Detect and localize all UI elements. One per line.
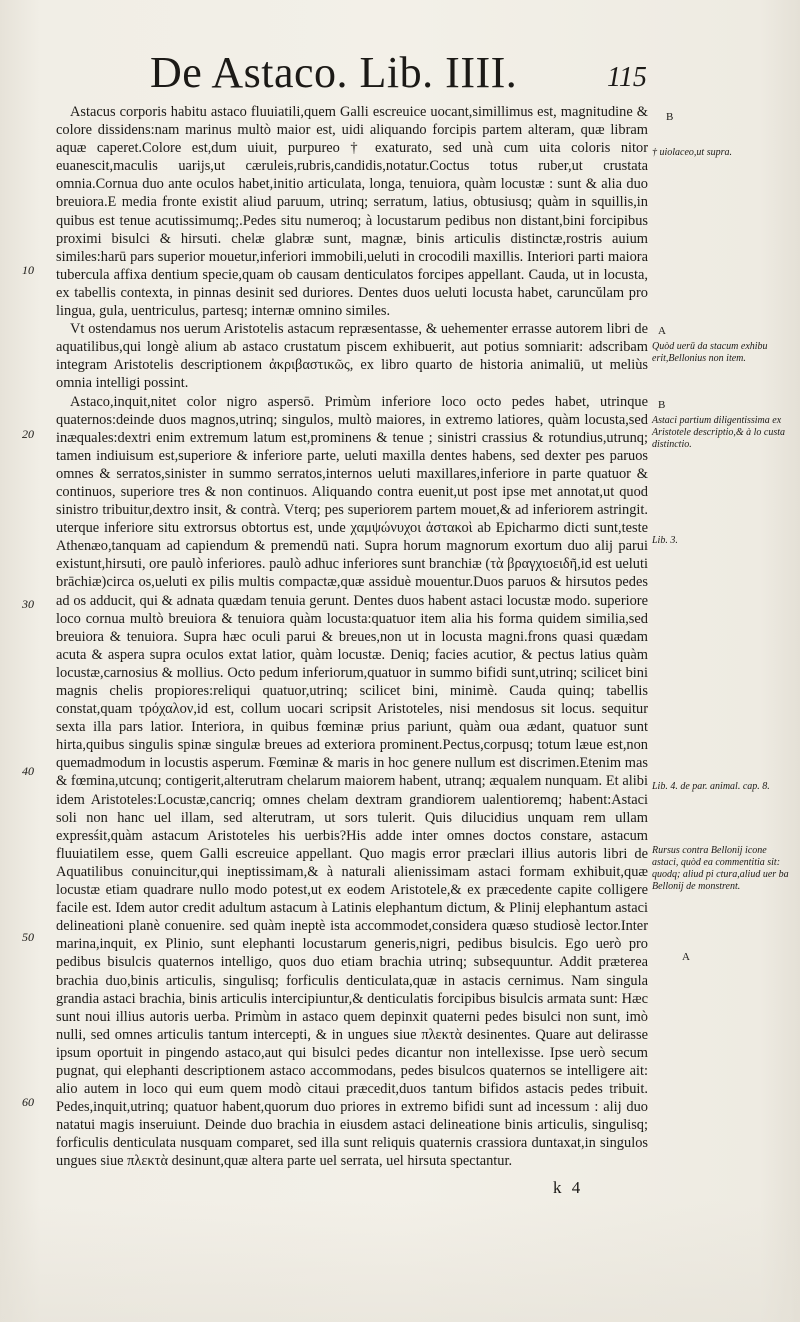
page-header [0,48,800,98]
margin-note: Astaci partium diligentissima ex Aristotele descriptio,& à lo custa distinctio. [652,415,786,450]
line-number: 30 [22,597,34,611]
page-bottom-margin [0,1200,800,1322]
main-text [56,103,648,1171]
folio-number: 115 [607,62,647,93]
margin-letter: A [658,325,666,337]
margin-letter: B [658,399,666,411]
line-number: 50 [22,930,34,944]
margin-note: Lib. 3. [652,535,678,546]
margin-note: Rursus contra Bellonij icone astaci, quòd ea commentitia sit: quodq; aliud pi ctura,aliud uer ba Bellonij de monstrent. [652,845,789,892]
line-number: 40 [22,764,34,778]
margin-letter: B [666,111,674,123]
paragraph: Astaco,inquit,nitet color nigro aspersō. Primùm inferiore loco octo pedes habet, utrinque quaternos:deinde duos magnos,utrinq; singulos, multò maiores, in extremo latiores, quàm locusta,sed inæquales:dextri enim extremum latum est,prominens & tenue ; sinistri crassius & rotundius,utrunq; tamen indiuisum est,superiore & inferiore parte, ueluti maxilla dentes habens, sed dexter pes paruos omnes & serratos,sinister in summo serratos,internos ueluti maxillares,inferiore in parte quatuor & continuos, superiore tres & non continuos. Aliquando contra euenit,ut post ipse met annotat,ut quod sinistro tribuitur,dextro insit, & contrà. Vterq; pes superiorem partem mouet,& ad inferiorem astringit. uterque inferiore situ extrorsus obtortus est, unde χαμψώνυχοι ἀστακοὶ ab Epicharmo dicti sunt,teste Athenæo,tanquam ad capiendum & premendū nati. Supra horum magnorum exortum duo alij parui existunt,hirsuti, ore paulò inferiores. paulò adhuc inferiores sunt branchiæ (τὰ βραγχιοειδῆ,id est ueluti brāchiæ)circa os,ueluti ex pilis multis compactæ,quæ assiduè mouentur.Duos paruos & hirsutos pedes ad os adducit, qui & adnata quædam tenuia gerunt. Dentes duos habent astaci locustæ modo. superiore loco cornua multò breuiora & tenuiora quàm locusta:quatuor item alia his forma quidem similia,sed breuiora & tenuiora. Supra hæc oculi parui & breues,non ut in locusta magni.frons quasi quædam acuta & aspera supra oculos extat latior, quàm locustæ. Deniq; facies acutior, & pectus latius quàm locustæ,carnosius & mollius. Octo pedum inferiorum,quatuor in summo bifidi sunt,utrinq; scilicet bini magnis chelis propiores:reliqui quatuor,utrinq; scilicet bini, minimè. Cauda quinq; tabellis constat,quam τρόχαλον,id est, collum uocari scripsit Aristoteles, nisi mendosus sit locus. sequitur sexta illa pars latior. Interiora, in quibus fœminæ prius pariunt, quàm oua ædant, quatuor sunt hirta,quibus singulis spinæ singulæ breues ad exteriora prominent.Pectus,corpusq; totum læue est,non quemadmodum in locustis asperum. Fœminæ & maris in hoc genere nullum est discrimen.Etenim mas & fœmina,utcunq; contigerit,alterutram chelarum maiorem habent, utranq; æqualem nunquam. Et alibi idem Aristoteles:Locustæ,cancriq; omnes chelam dextram grandiorem ualentioremq; habent:Astaci soli non hanc uel illam, sed alterutram, ut sors tulerit. Quis dilucidius unquam rem ullam expresśit,quàm astacum Aristoteles his uerbis?His adde inter omnes doctos constare, astacum fluuiatilem esse, quem Galli escreuice appellant. Quo magis error præclari illius autoris libri de Aquatilibus conuincitur,qui ineptissimam,& à naturali alienissimam astaci formam exhibuit,quæ locustæ etiam quadrare nullo modo potest,ut ex eodem Aristotele,& ex præcedente capite colligere facile est. Idem autor credit adultum astacum à Latinis elephantum dictum, & Plinij elephantum astaci delineationi planè conuenire. sed quàm ineptè ista accommodet,considera quæso studiosè lector.Inter marina,inquit, ex Plinio, sunt elephanti locustarum generis,nigri, pedibus bisulcis. Ego uerò pro pedibus bisulcis quaternos intelligo, quos duo etiam brachia utrinq; subsequuntur. Addit præterea brachia duo,binis articulis, singulisq; forficulis denticulata,quæ in astacis cernimus. Nam singula grandia astaci brachia, binis articulis intercipiuntur,& denticulatis forcipibus bisulcis armata sunt: Hæc sunt noui illius autoris uerba. Primùm in astaco quem depinxit quaterni pedes bisulci non sunt, imò nulli, sed omnes articulis tantum intercepti, & in ungues siue πλεκτὰ desinentes. Quare aut delirasse ipsum oportuit in pingendo astaco,aut qui bisulci pedes dicantur non intellexisse. Ipse uerò secum pugnat, qui elephanti descriptionem astaco accommodans, pedes bisulcos quaternos se intelligere ait: alio autem in loco qui eum quem modò citaui præcedit,duos tantum bifidos astacis pedes tribuit. Pedes,inquit,utrinq; quatuor habent,quorum duo priores in extremo bifidi sunt ad incessum : alij duo natatui magis inseruiunt. Deinde duo brachia in eiusdem astaci delineatione binis articulis, singulisq; forficulis denticulata nusquam comparet, sed illa sunt reliquis quaternis crassiora duntaxat,in singulos ungues siue πλεκτὰ desinunt,quæ altera parte uel serrata, uel hirsuta spectantur. [56,393,648,1170]
paragraph: Vt ostendamus nos uerum Aristotelis astacum repræsentasse, & uehementer errasse autorem libri de aquatilibus,qui longè alium ab astaco crustatum piscem exhibuerit, aut potius somniarit: adscribam integram Aristotelis descriptionem ἀκριβαστικῶς, ex libro quarto de historia animaliū, ut meliùs omnia intelligi possint. [56,321,648,392]
margin-letter: A [682,951,690,963]
signature-mark: k 4 [553,1178,584,1197]
line-number: 10 [22,263,34,277]
line-number: 60 [22,1095,34,1109]
paragraph: Astacus corporis habitu astaco fluuiatili,quem Galli escreuice uocant,simillimus est, magnitudine & colore dissidens:nam marinus multò maior est, uidi aliquando forcipis partem alteram, quæ libram aquæ caperet.Colore est,dum uiuit, purpureo † exaturato, sed unà cum uita coloris nitor euanescit,maculis uarijs,ut cæruleis,rubris,candidis,notatur.Coctus totus ruber,ut crustata omnia.Cornua duo ante oculos habet,initio articulata, longa, tenuiora, quàm locustæ : sunt & alia duo breuiora.E media fronte existit aliud paruum, utrinq; serratum, latius, obtusiusq; quàm in squillis,in quibus est tenue acutissimumq;.Pedes situ numeroq; à locustarum pedibus non distant,bini forcipibus proximi bisulci & hirsuti. chelæ glabræ sunt, magnæ, binis articulis distinctæ,rostris auium similes:harū pars superior mouetur,inferiori immobili,ueluti in crocodili maxillis. Interiori parti maiora tubercula affixa dentium specie,quam ob causam denticulatos forcipes appellant. Cauda, ut in locusta, ex tabellis contexta, in pinnas desinit sed duriores. Dentes duos ueluti locusta habet, caruncŭlam pro lingua, gula, uentriculus, partesq; internæ omnino similes. [56,104,648,320]
margin-note: † uiolaceo,ut supra. [652,147,732,158]
running-title: De Astaco. Lib. IIII. [150,48,518,97]
line-number: 20 [22,427,34,441]
margin-note: Quòd uerū da stacum exhibu erit,Bellonius non item. [652,341,768,364]
margin-note: Lib. 4. de par. animal. cap. 8. [652,781,770,792]
